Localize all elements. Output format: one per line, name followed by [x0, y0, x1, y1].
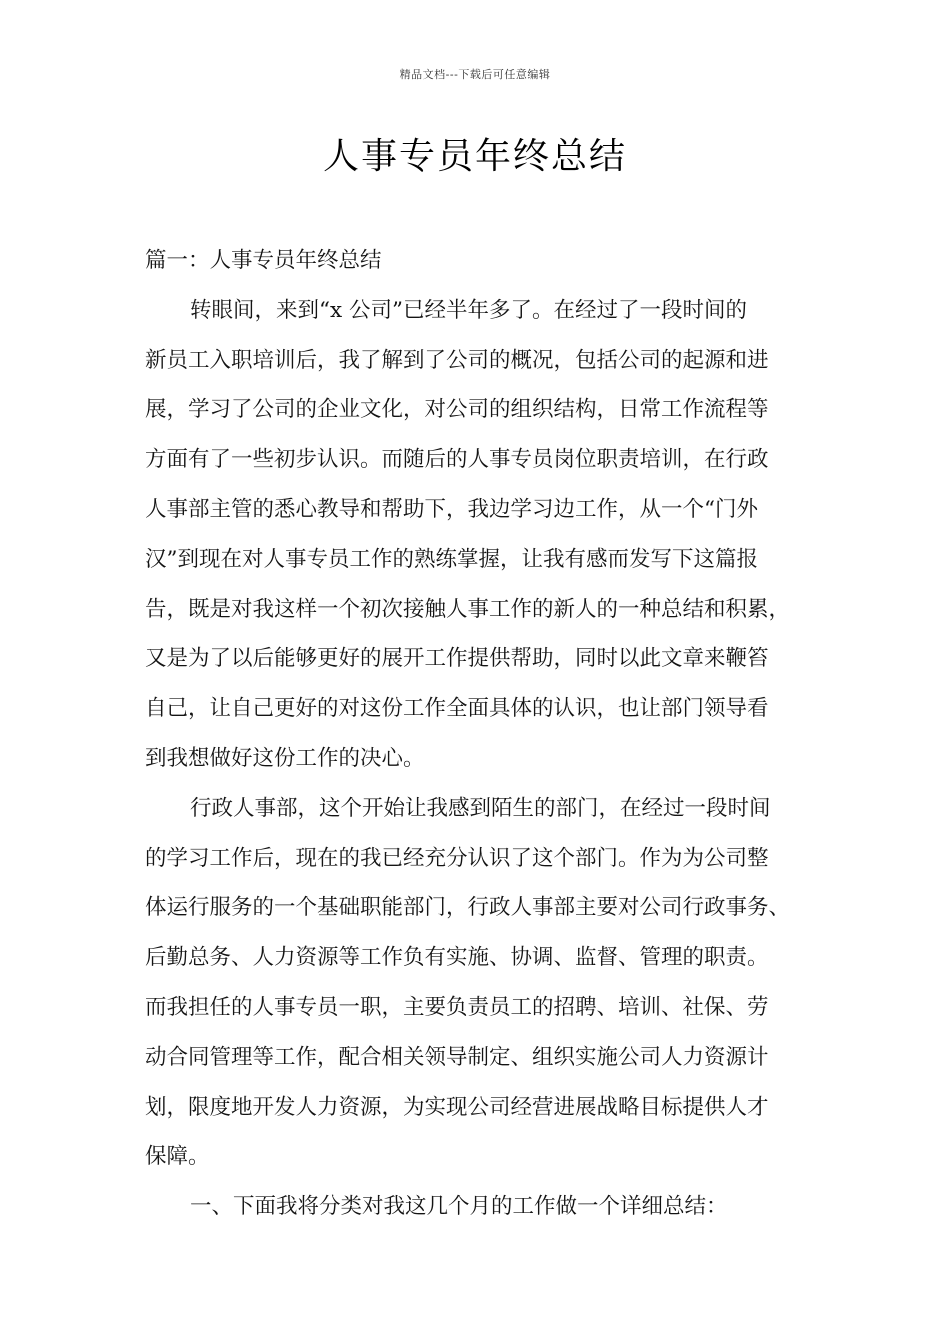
page-header: 精品文档---下载后可任意编辑	[399, 68, 551, 81]
paragraph-line: 一、下面我将分类对我这几个月的工作做一个详细总结：	[190, 1194, 728, 1220]
paragraph-line: 保障。	[145, 1144, 210, 1170]
paragraph-line: 划，限度地开发人力资源，为实现公司经营进展战略目标提供人才	[145, 1094, 769, 1120]
paragraph-line: 到我想做好这份工作的决心。	[145, 745, 425, 771]
paragraph-line: 的学习工作后，现在的我已经充分认识了这个部门。作为为公司整	[145, 845, 769, 871]
section-heading: 篇一：人事专员年终总结	[145, 248, 382, 273]
paragraph-line: 又是为了以后能够更好的展开工作提供帮助，同时以此文章来鞭笞	[145, 646, 769, 672]
paragraph-3	[145, 1182, 825, 1232]
paragraph-2	[145, 784, 825, 1182]
document-title: 人事专员年终总结	[322, 136, 627, 177]
paragraph-line: 人事部主管的悉心教导和帮助下，我边学习边工作，从一个“门外	[145, 496, 758, 522]
paragraph-1	[145, 286, 825, 784]
paragraph-line: 转眼间，来到“x 公司”已经半年多了。在经过了一段时间的	[190, 297, 747, 323]
paragraph-line: 动合同管理等工作，配合相关领导制定、组织实施公司人力资源计	[145, 1044, 769, 1070]
paragraph-line: 展，学习了公司的企业文化，对公司的组织结构，日常工作流程等	[145, 397, 769, 423]
paragraph-line: 体运行服务的一个基础职能部门，行政人事部主要对公司行政事务、	[145, 895, 791, 921]
paragraph-line: 行政人事部，这个开始让我感到陌生的部门，在经过一段时间	[190, 795, 771, 821]
paragraph-line: 方面有了一些初步认识。而随后的人事专员岗位职责培训，在行政	[145, 447, 769, 473]
paragraph-line: 后勤总务、人力资源等工作负有实施、协调、监督、管理的职责。	[145, 945, 769, 971]
paragraph-line: 自己，让自己更好的对这份工作全面具体的认识，也让部门领导看	[145, 696, 769, 722]
paragraph-line: 而我担任的人事专员一职，主要负责员工的招聘、培训、社保、劳	[145, 994, 769, 1020]
paragraph-line: 汉”到现在对人事专员工作的熟练掌握，让我有感而发写下这篇报	[145, 546, 758, 572]
paragraph-line: 告，既是对我这样一个初次接触人事工作的新人的一种总结和积累，	[145, 596, 791, 622]
paragraph-line: 新员工入职培训后，我了解到了公司的概况，包括公司的起源和进	[145, 347, 769, 373]
document-body	[145, 236, 825, 1232]
